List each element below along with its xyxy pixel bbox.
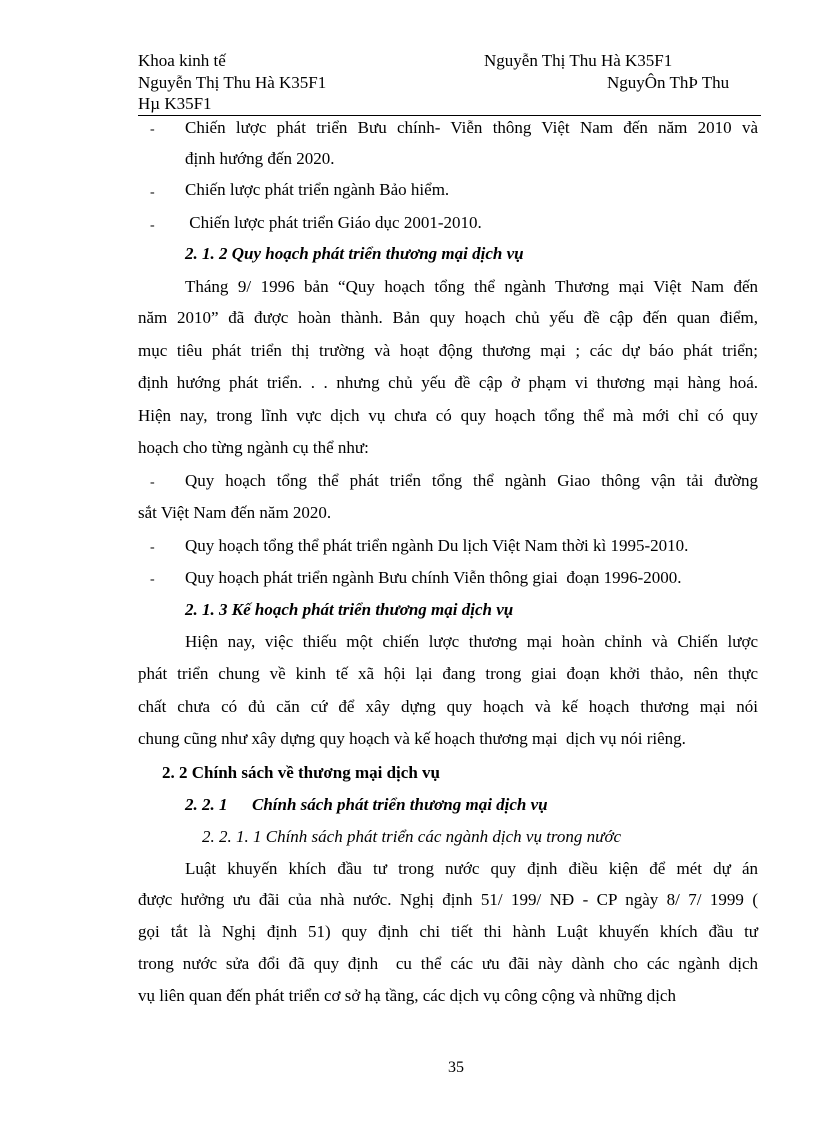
- section-heading-2-1-2: 2. 1. 2 Quy hoạch phát triển thương mại dịch vụ: [185, 244, 524, 263]
- bullet-text-cont: định hướng đến 2020.: [185, 149, 335, 168]
- paragraph-line: định hướng phát triển. . . nhưng chủ yếu đề cập ở phạm vi thương mại hàng hoá.: [138, 373, 758, 392]
- header-right-line1: Nguyễn Thị Thu Hà K35F1: [484, 51, 673, 70]
- bullet-text: Chiến lược phát triển Giáo dục 2001-2010.: [185, 213, 482, 232]
- header-right-line2: NguyÔn ThÞ Thu: [607, 73, 730, 92]
- paragraph-line: Tháng 9/ 1996 bản “Quy hoạch tổng thể ngành Thương mại Việt Nam đến: [185, 277, 758, 296]
- paragraph-line: gọi tắt là Nghị định 51) quy định chi tiết thi hành Luật khuyến khích đầu tư: [138, 922, 758, 941]
- section-heading-2-2: 2. 2 Chính sách về thương mại dịch vụ: [162, 763, 440, 782]
- bullet-marker: ‐: [150, 540, 155, 555]
- paragraph-line: hoạch cho từng ngành cụ thể như:: [138, 438, 369, 457]
- bullet-text: Chiến lược phát triển ngành Bảo hiểm.: [185, 180, 450, 199]
- section-heading-2-1-3: 2. 1. 3 Kế hoạch phát triển thương mại dịch vụ: [185, 600, 514, 619]
- paragraph-line: được hưởng ưu đãi của nhà nước. Nghị định 51/ 199/ NĐ - CP ngày 8/ 7/ 1999 (: [138, 890, 758, 909]
- paragraph-line: mục tiêu phát triển thị trường và hoạt động thương mại ; các dự báo phát triển;: [138, 341, 758, 360]
- header-left-line1: Khoa kinh tế: [138, 51, 226, 70]
- paragraph-line: chung cũng như xây dựng quy hoạch và kế hoạch thương mại dịch vụ nói riêng.: [138, 729, 686, 748]
- paragraph-line: năm 2010” đã được hoàn thành. Bản quy hoạch chủ yếu đề cập đến quan điểm,: [138, 308, 758, 327]
- paragraph-line: chất chưa có đủ căn cứ để xây dựng quy hoạch và kế hoạch thương mại nói: [138, 697, 758, 716]
- paragraph-line: Hiện nay, trong lĩnh vực dịch vụ chưa có quy hoạch tổng thể mà mới chỉ có quy: [138, 406, 758, 425]
- bullet-text: Quy hoạch phát triển ngành Bưu chính Viễn thông giai đoạn 1996-2000.: [185, 568, 682, 587]
- bullet-marker: ‐: [150, 185, 155, 200]
- bullet-marker: ‐: [150, 572, 155, 587]
- section-heading-2-2-1-1: 2. 2. 1. 1 Chính sách phát triển các ngành dịch vụ trong nước: [202, 827, 622, 846]
- bullet-text: Quy hoạch tổng thể phát triển tổng thể ngành Giao thông vận tải đường: [185, 471, 758, 490]
- paragraph-line: phát triển chung về kinh tế xã hội lại đang trong giai đoạn khởi thảo, nên thực: [138, 664, 758, 683]
- bullet-marker: ‐: [150, 122, 155, 137]
- paragraph-line: Hiện nay, việc thiếu một chiến lược thương mại hoàn chỉnh và Chiến lược: [185, 632, 758, 651]
- bullet-text: Chiến lược phát triển Bưu chính- Viễn thông Việt Nam đến năm 2010 và: [185, 118, 758, 137]
- header-left-line3: Hµ K35F1: [138, 94, 212, 113]
- section-heading-2-2-1-number: 2. 2. 1: [185, 795, 228, 814]
- header-left-line2: Nguyễn Thị Thu Hà K35F1: [138, 73, 327, 92]
- bullet-text: Quy hoạch tổng thể phát triển ngành Du lịch Việt Nam thời kì 1995-2010.: [185, 536, 689, 555]
- paragraph-line: Luật khuyến khích đầu tư trong nước quy định điều kiện để mét dự án: [185, 859, 758, 878]
- section-heading-2-2-1-title: Chính sách phát triển thương mại dịch vụ: [252, 795, 548, 814]
- paragraph-line: vụ liên quan đến phát triển cơ sở hạ tầng, các dịch vụ công cộng và những dịch: [138, 986, 676, 1005]
- bullet-text-cont: sắt Việt Nam đến năm 2020.: [138, 503, 332, 522]
- bullet-marker: ‐: [150, 218, 155, 233]
- page-number: 35: [448, 1059, 464, 1076]
- bullet-marker: ‐: [150, 475, 155, 490]
- paragraph-line: trong nước sửa đổi đã quy định cu thể các ưu đãi này dành cho các ngành dịch: [138, 954, 758, 973]
